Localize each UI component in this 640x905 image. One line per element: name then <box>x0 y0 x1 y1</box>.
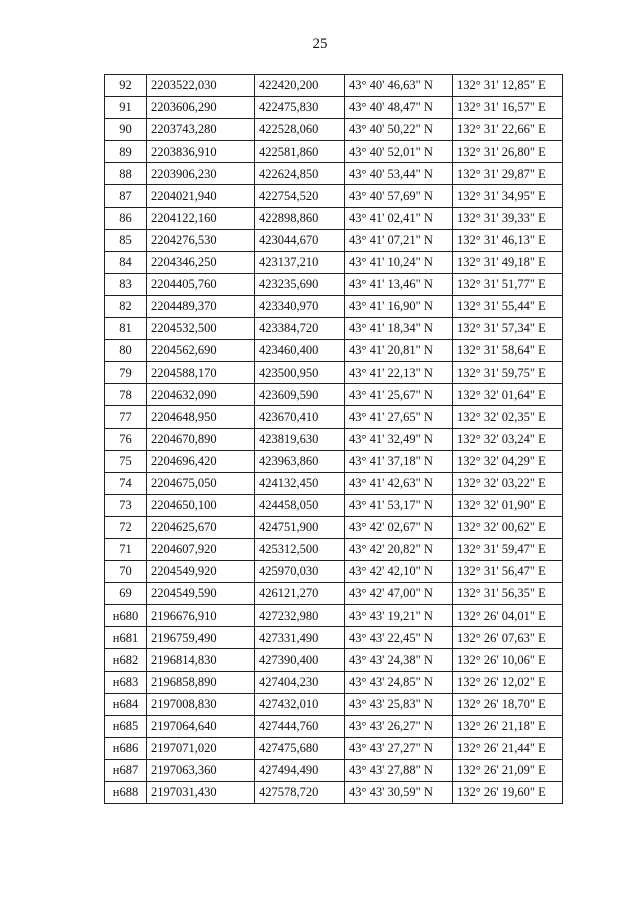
coordinate-x-cell: 2204346,250 <box>147 251 255 273</box>
coordinate-y-cell: 425970,030 <box>255 561 345 583</box>
latitude-cell: 43° 43' 24,85" N <box>345 671 453 693</box>
latitude-cell: 43° 43' 27,27" N <box>345 737 453 759</box>
coordinate-y-cell: 422754,520 <box>255 185 345 207</box>
longitude-cell: 132° 31' 56,35" E <box>453 583 563 605</box>
longitude-cell: 132° 31' 56,47" E <box>453 561 563 583</box>
coordinate-x-cell: 2197064,640 <box>147 715 255 737</box>
coordinate-y-cell: 427331,490 <box>255 627 345 649</box>
coordinate-y-cell: 422528,060 <box>255 119 345 141</box>
latitude-cell: 43° 43' 30,59" N <box>345 782 453 804</box>
point-number-cell: 79 <box>105 362 147 384</box>
latitude-cell: 43° 41' 10,24" N <box>345 251 453 273</box>
table-row <box>105 782 563 804</box>
table-row <box>105 406 563 428</box>
table-row <box>105 693 563 715</box>
table-row <box>105 671 563 693</box>
latitude-cell: 43° 42' 20,82" N <box>345 538 453 560</box>
longitude-cell: 132° 26' 21,44" E <box>453 737 563 759</box>
table-row <box>105 251 563 273</box>
point-number-cell: 91 <box>105 97 147 119</box>
coordinate-y-cell: 427432,010 <box>255 693 345 715</box>
point-number-cell: 75 <box>105 450 147 472</box>
table-row <box>105 295 563 317</box>
latitude-cell: 43° 41' 37,18" N <box>345 450 453 472</box>
coordinate-y-cell: 423670,410 <box>255 406 345 428</box>
point-number-cell: н683 <box>105 671 147 693</box>
longitude-cell: 132° 31' 39,33" E <box>453 207 563 229</box>
coordinate-y-cell: 423609,590 <box>255 384 345 406</box>
table-row <box>105 119 563 141</box>
coordinate-y-cell: 424458,050 <box>255 494 345 516</box>
longitude-cell: 132° 26' 04,01" E <box>453 605 563 627</box>
latitude-cell: 43° 43' 26,27" N <box>345 715 453 737</box>
point-number-cell: н680 <box>105 605 147 627</box>
table-row <box>105 75 563 97</box>
point-number-cell: 84 <box>105 251 147 273</box>
coordinate-y-cell: 427475,680 <box>255 737 345 759</box>
table-row <box>105 538 563 560</box>
latitude-cell: 43° 41' 25,67" N <box>345 384 453 406</box>
point-number-cell: 88 <box>105 163 147 185</box>
coordinate-x-cell: 2197071,020 <box>147 737 255 759</box>
latitude-cell: 43° 41' 02,41" N <box>345 207 453 229</box>
coordinate-x-cell: 2203906,230 <box>147 163 255 185</box>
table-row <box>105 516 563 538</box>
table-row <box>105 759 563 781</box>
table-row <box>105 649 563 671</box>
point-number-cell: 87 <box>105 185 147 207</box>
latitude-cell: 43° 43' 25,83" N <box>345 693 453 715</box>
coordinate-y-cell: 422624,850 <box>255 163 345 185</box>
coordinate-y-cell: 427232,980 <box>255 605 345 627</box>
table-row <box>105 141 563 163</box>
table-row <box>105 207 563 229</box>
coordinate-y-cell: 423963,860 <box>255 450 345 472</box>
coordinate-y-cell: 423044,670 <box>255 229 345 251</box>
coordinate-y-cell: 423460,400 <box>255 340 345 362</box>
latitude-cell: 43° 40' 57,69" N <box>345 185 453 207</box>
point-number-cell: 72 <box>105 516 147 538</box>
latitude-cell: 43° 40' 46,63" N <box>345 75 453 97</box>
coordinate-x-cell: 2204632,090 <box>147 384 255 406</box>
table-row <box>105 97 563 119</box>
coordinate-x-cell: 2203606,290 <box>147 97 255 119</box>
coordinate-x-cell: 2196814,830 <box>147 649 255 671</box>
table-row <box>105 605 563 627</box>
coordinate-x-cell: 2197008,830 <box>147 693 255 715</box>
table-row <box>105 318 563 340</box>
table-row <box>105 273 563 295</box>
table-row <box>105 384 563 406</box>
coordinate-x-cell: 2204122,160 <box>147 207 255 229</box>
coordinate-x-cell: 2204607,920 <box>147 538 255 560</box>
latitude-cell: 43° 43' 22,45" N <box>345 627 453 649</box>
coordinate-x-cell: 2204021,940 <box>147 185 255 207</box>
latitude-cell: 43° 41' 53,17" N <box>345 494 453 516</box>
page-number: 25 <box>312 36 328 52</box>
table-row <box>105 450 563 472</box>
coordinate-x-cell: 2204532,500 <box>147 318 255 340</box>
longitude-cell: 132° 31' 16,57" E <box>453 97 563 119</box>
coordinate-y-cell: 425312,500 <box>255 538 345 560</box>
longitude-cell: 132° 32' 03,24" E <box>453 428 563 450</box>
coordinate-y-cell: 422420,200 <box>255 75 345 97</box>
point-number-cell: 90 <box>105 119 147 141</box>
latitude-cell: 43° 41' 07,21" N <box>345 229 453 251</box>
latitude-cell: 43° 41' 18,34" N <box>345 318 453 340</box>
point-number-cell: 76 <box>105 428 147 450</box>
longitude-cell: 132° 31' 57,34" E <box>453 318 563 340</box>
table-row <box>105 494 563 516</box>
table-row <box>105 472 563 494</box>
latitude-cell: 43° 42' 47,00" N <box>345 583 453 605</box>
coordinate-y-cell: 424751,900 <box>255 516 345 538</box>
point-number-cell: 83 <box>105 273 147 295</box>
coordinate-x-cell: 2204276,530 <box>147 229 255 251</box>
longitude-cell: 132° 26' 18,70" E <box>453 693 563 715</box>
longitude-cell: 132° 31' 55,44" E <box>453 295 563 317</box>
longitude-cell: 132° 31' 29,87" E <box>453 163 563 185</box>
point-number-cell: 70 <box>105 561 147 583</box>
longitude-cell: 132° 32' 01,90" E <box>453 494 563 516</box>
longitude-cell: 132° 31' 26,80" E <box>453 141 563 163</box>
longitude-cell: 132° 26' 12,02" E <box>453 671 563 693</box>
point-number-cell: н685 <box>105 715 147 737</box>
coordinate-y-cell: 423819,630 <box>255 428 345 450</box>
coordinate-x-cell: 2204650,100 <box>147 494 255 516</box>
coordinate-x-cell: 2196858,890 <box>147 671 255 693</box>
point-number-cell: 80 <box>105 340 147 362</box>
table-row <box>105 627 563 649</box>
coordinate-x-cell: 2204675,050 <box>147 472 255 494</box>
latitude-cell: 43° 41' 22,13" N <box>345 362 453 384</box>
coordinate-y-cell: 426121,270 <box>255 583 345 605</box>
table-row <box>105 362 563 384</box>
point-number-cell: 73 <box>105 494 147 516</box>
coordinate-y-cell: 427578,720 <box>255 782 345 804</box>
point-number-cell: н684 <box>105 693 147 715</box>
coordinate-x-cell: 2204588,170 <box>147 362 255 384</box>
point-number-cell: 77 <box>105 406 147 428</box>
coordinate-x-cell: 2204549,590 <box>147 583 255 605</box>
coordinate-y-cell: 422898,860 <box>255 207 345 229</box>
longitude-cell: 132° 32' 00,62" E <box>453 516 563 538</box>
longitude-cell: 132° 26' 10,06" E <box>453 649 563 671</box>
table-row <box>105 737 563 759</box>
coordinate-x-cell: 2204670,890 <box>147 428 255 450</box>
longitude-cell: 132° 26' 19,60" E <box>453 782 563 804</box>
point-number-cell: 81 <box>105 318 147 340</box>
point-number-cell: 82 <box>105 295 147 317</box>
table-row <box>105 583 563 605</box>
table-row <box>105 428 563 450</box>
coordinates-table <box>104 74 563 804</box>
point-number-cell: 71 <box>105 538 147 560</box>
table-row <box>105 185 563 207</box>
coordinate-y-cell: 427494,490 <box>255 759 345 781</box>
coordinate-x-cell: 2204562,690 <box>147 340 255 362</box>
point-number-cell: н687 <box>105 759 147 781</box>
point-number-cell: н681 <box>105 627 147 649</box>
coordinate-x-cell: 2204549,920 <box>147 561 255 583</box>
coordinate-y-cell: 424132,450 <box>255 472 345 494</box>
coordinate-x-cell: 2204489,370 <box>147 295 255 317</box>
latitude-cell: 43° 42' 02,67" N <box>345 516 453 538</box>
latitude-cell: 43° 43' 27,88" N <box>345 759 453 781</box>
longitude-cell: 132° 26' 07,63" E <box>453 627 563 649</box>
latitude-cell: 43° 41' 32,49" N <box>345 428 453 450</box>
longitude-cell: 132° 32' 02,35" E <box>453 406 563 428</box>
coordinate-y-cell: 423500,950 <box>255 362 345 384</box>
latitude-cell: 43° 40' 52,01" N <box>345 141 453 163</box>
coordinate-x-cell: 2204696,420 <box>147 450 255 472</box>
table-row <box>105 163 563 185</box>
coordinate-x-cell: 2197063,360 <box>147 759 255 781</box>
longitude-cell: 132° 26' 21,09" E <box>453 759 563 781</box>
latitude-cell: 43° 43' 24,38" N <box>345 649 453 671</box>
longitude-cell: 132° 31' 12,85" E <box>453 75 563 97</box>
coordinate-x-cell: 2203836,910 <box>147 141 255 163</box>
coordinate-x-cell: 2196676,910 <box>147 605 255 627</box>
coordinate-y-cell: 427390,400 <box>255 649 345 671</box>
table-row <box>105 340 563 362</box>
longitude-cell: 132° 31' 46,13" E <box>453 229 563 251</box>
point-number-cell: 85 <box>105 229 147 251</box>
point-number-cell: 89 <box>105 141 147 163</box>
point-number-cell: 78 <box>105 384 147 406</box>
coordinate-x-cell: 2203743,280 <box>147 119 255 141</box>
coordinate-x-cell: 2204625,670 <box>147 516 255 538</box>
point-number-cell: 74 <box>105 472 147 494</box>
coordinate-y-cell: 423340,970 <box>255 295 345 317</box>
coordinate-x-cell: 2203522,030 <box>147 75 255 97</box>
longitude-cell: 132° 31' 51,77" E <box>453 273 563 295</box>
point-number-cell: н688 <box>105 782 147 804</box>
latitude-cell: 43° 40' 53,44" N <box>345 163 453 185</box>
longitude-cell: 132° 32' 01,64" E <box>453 384 563 406</box>
point-number-cell: н682 <box>105 649 147 671</box>
longitude-cell: 132° 26' 21,18" E <box>453 715 563 737</box>
coordinate-x-cell: 2204648,950 <box>147 406 255 428</box>
longitude-cell: 132° 31' 34,95" E <box>453 185 563 207</box>
point-number-cell: н686 <box>105 737 147 759</box>
coordinate-y-cell: 423235,690 <box>255 273 345 295</box>
coordinate-y-cell: 422581,860 <box>255 141 345 163</box>
latitude-cell: 43° 40' 48,47" N <box>345 97 453 119</box>
latitude-cell: 43° 40' 50,22" N <box>345 119 453 141</box>
longitude-cell: 132° 32' 03,22" E <box>453 472 563 494</box>
table-row <box>105 561 563 583</box>
longitude-cell: 132° 31' 59,75" E <box>453 362 563 384</box>
coordinate-x-cell: 2204405,760 <box>147 273 255 295</box>
coordinate-x-cell: 2197031,430 <box>147 782 255 804</box>
coordinates-table-body <box>105 75 563 804</box>
longitude-cell: 132° 31' 22,66" E <box>453 119 563 141</box>
longitude-cell: 132° 31' 49,18" E <box>453 251 563 273</box>
latitude-cell: 43° 41' 16,90" N <box>345 295 453 317</box>
point-number-cell: 92 <box>105 75 147 97</box>
latitude-cell: 43° 42' 42,10" N <box>345 561 453 583</box>
coordinate-y-cell: 427444,760 <box>255 715 345 737</box>
table-row <box>105 229 563 251</box>
coordinate-y-cell: 422475,830 <box>255 97 345 119</box>
latitude-cell: 43° 43' 19,21" N <box>345 605 453 627</box>
point-number-cell: 69 <box>105 583 147 605</box>
latitude-cell: 43° 41' 42,63" N <box>345 472 453 494</box>
coordinate-y-cell: 427404,230 <box>255 671 345 693</box>
longitude-cell: 132° 31' 58,64" E <box>453 340 563 362</box>
latitude-cell: 43° 41' 13,46" N <box>345 273 453 295</box>
table-row <box>105 715 563 737</box>
latitude-cell: 43° 41' 27,65" N <box>345 406 453 428</box>
longitude-cell: 132° 32' 04,29" E <box>453 450 563 472</box>
latitude-cell: 43° 41' 20,81" N <box>345 340 453 362</box>
coordinate-y-cell: 423137,210 <box>255 251 345 273</box>
point-number-cell: 86 <box>105 207 147 229</box>
coordinate-y-cell: 423384,720 <box>255 318 345 340</box>
longitude-cell: 132° 31' 59,47" E <box>453 538 563 560</box>
coordinate-x-cell: 2196759,490 <box>147 627 255 649</box>
